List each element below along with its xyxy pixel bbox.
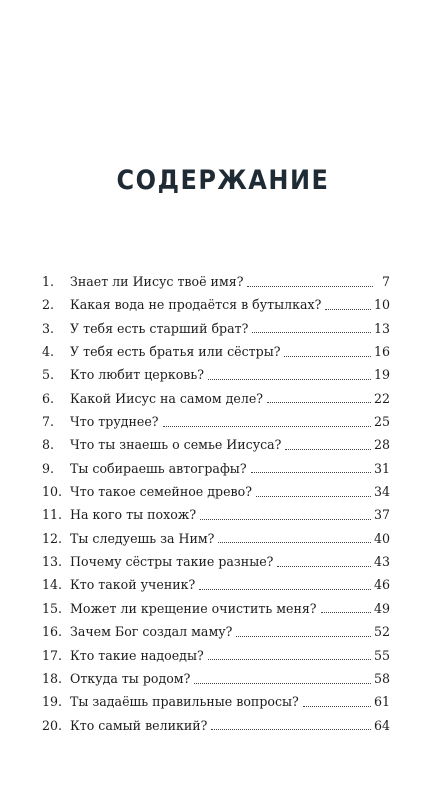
toc-entry-number: 10. — [42, 484, 63, 500]
dot-leader — [218, 541, 371, 543]
toc-entry — [42, 667, 390, 690]
toc-entry-title: Ты собираешь автографы? — [70, 460, 247, 476]
toc-entry-number: 13. — [42, 554, 63, 570]
toc-entry — [42, 317, 390, 340]
toc-entry-number: 15. — [42, 600, 63, 616]
toc-entry-page-number: 10 — [373, 297, 390, 313]
toc-entry-number: 3. — [42, 320, 55, 336]
toc-entry — [42, 714, 390, 737]
dot-leader — [247, 285, 373, 287]
page-title: СОДЕРЖАНИЕ — [116, 164, 330, 196]
toc-entry-number: 5. — [42, 367, 55, 383]
toc-entry-title: Какой Иисус на самом деле? — [70, 390, 264, 406]
dot-leader — [277, 565, 371, 567]
toc-entry-title: Откуда ты родом? — [70, 670, 191, 686]
toc-entry — [42, 550, 390, 573]
toc-entry-page-number: 7 — [381, 274, 390, 289]
dot-leader — [211, 728, 371, 730]
toc-entry-page-number: 13 — [373, 320, 390, 336]
dot-leader — [252, 331, 371, 333]
dot-leader — [194, 682, 371, 684]
toc-entry — [42, 620, 390, 643]
toc-entry-title: Кто такие надоеды? — [70, 647, 204, 663]
toc-entry-number: 9. — [42, 460, 55, 476]
dot-leader — [208, 658, 371, 660]
toc-entry-title: У тебя есть старший брат? — [70, 320, 249, 336]
toc-entry-page-number: 64 — [373, 717, 390, 733]
toc-entry — [42, 480, 390, 503]
toc-entry-page-number: 19 — [373, 367, 390, 383]
toc-entry-number: 12. — [42, 530, 63, 546]
table-of-contents — [42, 270, 390, 737]
toc-entry-number: 11. — [42, 507, 63, 523]
dot-leader — [267, 401, 371, 403]
toc-entry-number: 2. — [42, 297, 55, 313]
toc-entry — [42, 340, 390, 363]
toc-entry — [42, 573, 390, 596]
toc-entry-number: 19. — [42, 694, 63, 710]
toc-entry-title: У тебя есть братья или сёстры? — [70, 344, 281, 360]
toc-entry-title: Зачем Бог создал маму? — [70, 624, 233, 640]
toc-entry-page-number: 16 — [373, 344, 390, 360]
toc-entry-title: Ты задаёшь правильные вопросы? — [70, 694, 299, 710]
toc-entry-number: 17. — [42, 647, 63, 663]
toc-entry-title: Знает ли Иисус твоё имя? — [70, 274, 244, 289]
toc-entry — [42, 644, 390, 667]
toc-entry-title: Кто такой ученик? — [70, 577, 196, 593]
dot-leader — [200, 518, 371, 520]
toc-entry — [42, 410, 390, 433]
toc-entry-number: 14. — [42, 577, 63, 593]
toc-entry-page-number: 37 — [373, 507, 390, 523]
toc-entry-page-number: 61 — [373, 694, 390, 710]
toc-entry-page-number: 40 — [373, 530, 390, 546]
toc-entry-number: 18. — [42, 670, 63, 686]
toc-entry-page-number: 31 — [373, 460, 390, 476]
toc-entry-number: 8. — [42, 437, 55, 453]
toc-entry — [42, 457, 390, 480]
toc-entry-title: Почему сёстры такие разные? — [70, 554, 274, 570]
toc-entry — [42, 433, 390, 456]
toc-entry — [42, 690, 390, 713]
toc-entry-number: 4. — [42, 344, 55, 360]
toc-entry — [42, 597, 390, 620]
toc-entry-title: Кто самый великий? — [70, 717, 208, 733]
toc-entry-page-number: 25 — [373, 414, 390, 430]
toc-entry — [42, 503, 390, 526]
toc-entry — [42, 363, 390, 386]
dot-leader — [303, 705, 371, 707]
toc-entry-title: Что такое семейное древо? — [70, 484, 252, 500]
toc-entry-number: 6. — [42, 390, 55, 406]
toc-entry — [42, 293, 390, 316]
toc-entry-number: 1. — [42, 274, 55, 289]
toc-entry-page-number: 46 — [373, 577, 390, 593]
toc-entry-page-number: 49 — [373, 600, 390, 616]
toc-entry-page-number: 52 — [373, 624, 390, 640]
toc-entry-title: Какая вода не продаётся в бутылках? — [70, 297, 322, 313]
dot-leader — [163, 425, 371, 427]
toc-entry-title: Ты следуешь за Ним? — [70, 530, 215, 546]
dot-leader — [285, 448, 371, 450]
toc-entry-page-number: 55 — [373, 647, 390, 663]
toc-entry — [42, 387, 390, 410]
toc-entry-page-number: 22 — [373, 390, 390, 406]
toc-entry-number: 20. — [42, 717, 63, 733]
toc-entry-page-number: 28 — [373, 437, 390, 453]
dot-leader — [321, 611, 371, 613]
toc-entry-title: Кто любит церковь? — [70, 367, 204, 383]
toc-entry-page-number: 34 — [373, 484, 390, 500]
toc-entry-page-number: 43 — [373, 554, 390, 570]
toc-entry-page-number: 58 — [373, 670, 390, 686]
dot-leader — [251, 471, 371, 473]
dot-leader — [256, 495, 371, 497]
toc-entry-number: 7. — [42, 414, 55, 430]
toc-entry-number: 16. — [42, 624, 63, 640]
toc-entry-title: На кого ты похож? — [70, 507, 197, 523]
dot-leader — [284, 355, 371, 357]
dot-leader — [199, 588, 371, 590]
dot-leader — [208, 378, 371, 380]
toc-entry — [42, 527, 390, 550]
dot-leader — [236, 635, 371, 637]
toc-entry-title: Может ли крещение очистить меня? — [70, 600, 317, 616]
toc-entry — [42, 270, 390, 293]
toc-entry-title: Что ты знаешь о семье Иисуса? — [70, 437, 282, 453]
dot-leader — [325, 308, 371, 310]
toc-entry-title: Что труднее? — [70, 414, 159, 430]
